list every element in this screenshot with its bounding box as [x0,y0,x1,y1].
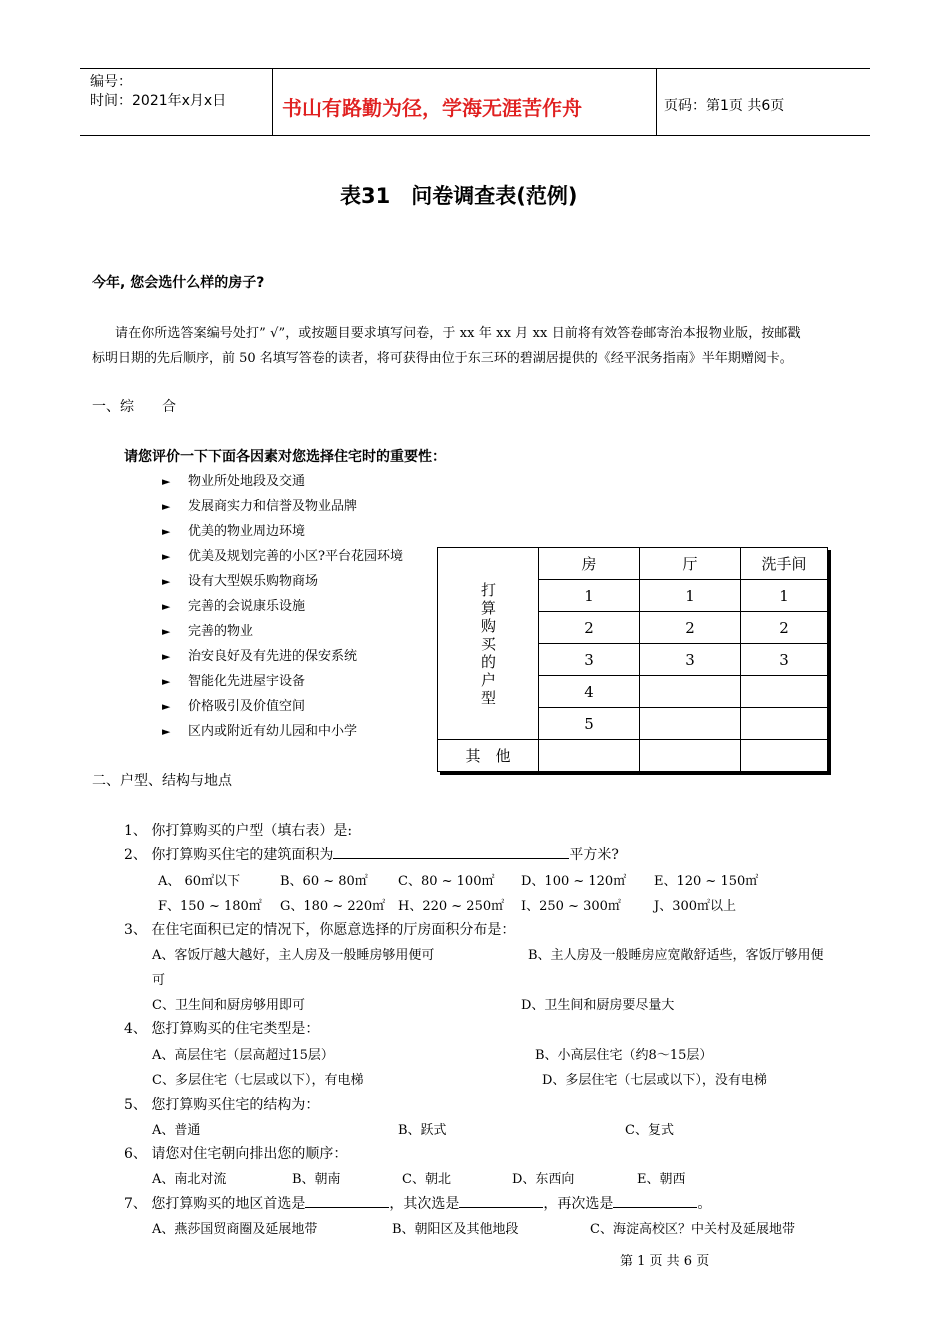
q7-option[interactable]: A、燕莎国贸商圈及延展地带 [152,1222,318,1237]
list-item: ► 治安良好及有先进的保安系统 [162,649,358,664]
q2-option[interactable]: C、80 ~ 100㎡ [398,874,495,889]
section1-prompt: 请您评价一下下面各因素对您选择住宅时的重要性： [124,449,446,465]
bullet-arrow-icon: ► [162,600,171,613]
table-row [438,740,828,772]
header-divider-left [272,68,273,135]
q2-option[interactable]: E、120 ~ 150㎡ [654,874,759,889]
q6-option[interactable]: C、朝北 [402,1172,451,1187]
table-header-cell: 厅 [640,548,741,580]
question-1: 1、 你打算购买的户型（填右表）是: [124,823,353,839]
bullet-arrow-icon: ► [162,575,171,588]
bullet-arrow-icon: ► [162,650,171,663]
q2-option[interactable]: H、220 ~ 250㎡ [398,899,505,914]
header-bottom-rule [80,135,870,136]
table-cell[interactable] [741,676,828,708]
bullet-arrow-icon: ► [162,700,171,713]
question-7: 7、 您打算购买的地区首选是 ，其次选是 ，再次选是 。 [124,1193,711,1213]
table-row [438,548,828,580]
question-2: 2、 你打算购买住宅的建筑面积为 平方米? [124,844,619,864]
header-number: 编号： [90,74,132,90]
q3-option-d[interactable]: D、卫生间和厨房要尽量大 [521,998,675,1013]
q3-option-b[interactable]: B、主人房及一般睡房应宽敞舒适些，客饭厅够用便 [528,948,824,963]
q4-option-b[interactable]: B、小高层住宅（约8～15层） [535,1048,713,1063]
house-type-table [437,547,828,772]
q2-option[interactable]: D、100 ~ 120㎡ [521,874,627,889]
table-cell[interactable] [741,740,828,772]
list-item: ► 完善的会说康乐设施 [162,599,306,614]
q3-option-a[interactable]: A、客饭厅越大越好，主人房及一般睡房够用便可 [152,948,435,963]
list-item: ► 完善的物业 [162,624,254,639]
question-6: 6、 请您对住宅朝向排出您的顺序： [124,1146,348,1162]
q4-option-c[interactable]: C、多层住宅（七层或以下），有电梯 [152,1073,364,1088]
table-cell[interactable]: 3 [539,644,640,676]
table-cell[interactable]: 1 [741,580,828,612]
q2-option[interactable]: F、150 ~ 180㎡ [158,899,262,914]
intro-line-2: 标明日期的先后顺序，前 50 名填写答卷的读者，将可获得由位于东三环的碧湖居提供的《经平泯务指南》半年期赠阅卡。 [92,351,793,366]
table-side-label: 打算购买的户型 [438,548,539,740]
q2-option[interactable]: A、 60㎡以下 [158,874,241,889]
table-cell[interactable]: 2 [539,612,640,644]
table-cell[interactable] [539,740,640,772]
list-item: ► 物业所处地段及交通 [162,474,306,489]
list-item: ► 优美及规划完善的小区?平台花园环境 [162,549,403,564]
first-choice-input[interactable] [305,1193,389,1208]
table-other-label: 其 他 [438,740,539,772]
list-item: ► 区内或附近有幼儿园和中小学 [162,724,358,739]
q6-option[interactable]: D、东西向 [512,1172,575,1187]
table-cell[interactable]: 3 [741,644,828,676]
table-cell[interactable]: 1 [640,580,741,612]
table-header-cell: 房 [539,548,640,580]
header-page: 页码：第1页 共6页 [664,98,785,114]
q7-option[interactable]: B、朝阳区及其他地段 [392,1222,519,1237]
q7-option[interactable]: C、海淀高校区？中关村及延展地带 [590,1222,795,1237]
list-item: ► 价格吸引及价值空间 [162,699,306,714]
bullet-arrow-icon: ► [162,525,171,538]
question-5: 5、 您打算购买住宅的结构为： [124,1097,320,1113]
table-cell[interactable]: 2 [741,612,828,644]
bullet-arrow-icon: ► [162,675,171,688]
q5-option[interactable]: C、复式 [625,1123,674,1138]
header-time: 时间：2021年x月x日 [90,93,227,109]
table-cell[interactable] [640,708,741,740]
q6-option[interactable]: E、朝西 [637,1172,686,1187]
table-header-cell: 洗手间 [741,548,828,580]
q3-option-c[interactable]: C、卫生间和厨房够用即可 [152,998,305,1013]
bullet-arrow-icon: ► [162,550,171,563]
survey-subtitle: 今年, 您会选什么样的房子? [92,275,265,291]
table-cell[interactable]: 2 [640,612,741,644]
q2-option[interactable]: J、300㎡以上 [654,899,737,914]
section1-heading: 一、综 合 [92,399,176,415]
section2-heading: 二、户型、结构与地点 [92,773,232,789]
q4-option-d[interactable]: D、多层住宅（七层或以下），没有电梯 [542,1073,767,1088]
list-item: ► 发展商实力和信誉及物业品牌 [162,499,358,514]
area-blank-input[interactable] [333,844,569,859]
bullet-arrow-icon: ► [162,500,171,513]
intro-line-1: 请在你所选答案编号处打” √”，或按题目要求填写问卷，于 xx 年 xx 月 xx 日前将有效答卷邮寄治本报物业版，按邮戳 [115,326,801,341]
page-footer: 第 1 页 共 6 页 [620,1254,710,1269]
q5-option[interactable]: B、跃式 [398,1123,447,1138]
table-cell[interactable]: 3 [640,644,741,676]
q4-option-a[interactable]: A、高层住宅（层高超过15层） [152,1048,334,1063]
table-cell[interactable] [640,740,741,772]
q2-option[interactable]: B、60 ~ 80㎡ [280,874,368,889]
q5-option[interactable]: A、普通 [152,1123,201,1138]
q6-option[interactable]: B、朝南 [292,1172,341,1187]
question-3: 3、 在住宅面积已定的情况下，你愿意选择的厅房面积分布是： [124,922,516,938]
table-cell[interactable] [640,676,741,708]
q6-option[interactable]: A、南北对流 [152,1172,227,1187]
header-divider-right [656,68,657,135]
header-top-rule [80,68,870,69]
table-cell[interactable]: 5 [539,708,640,740]
bullet-arrow-icon: ► [162,625,171,638]
table-cell[interactable]: 1 [539,580,640,612]
list-item: ► 智能化先进屋宇设备 [162,674,306,689]
third-choice-input[interactable] [613,1193,697,1208]
header-motto: 书山有路勤为径，学海无涯苦作舟 [282,96,582,120]
list-item: ► 优美的物业周边环境 [162,524,306,539]
q3-option-b-cont: 可 [152,973,166,988]
second-choice-input[interactable] [459,1193,543,1208]
page-title: 表31 问卷调查表(范例) [340,184,578,208]
bullet-arrow-icon: ► [162,725,171,738]
question-4: 4、 您打算购买的住宅类型是： [124,1021,320,1037]
list-item: ► 设有大型娱乐购物商场 [162,574,319,589]
q2-option[interactable]: G、180 ~ 220㎡ [280,899,386,914]
bullet-arrow-icon: ► [162,475,171,488]
q2-option[interactable]: I、250 ~ 300㎡ [521,899,621,914]
table-cell[interactable]: 4 [539,676,640,708]
table-cell[interactable] [741,708,828,740]
